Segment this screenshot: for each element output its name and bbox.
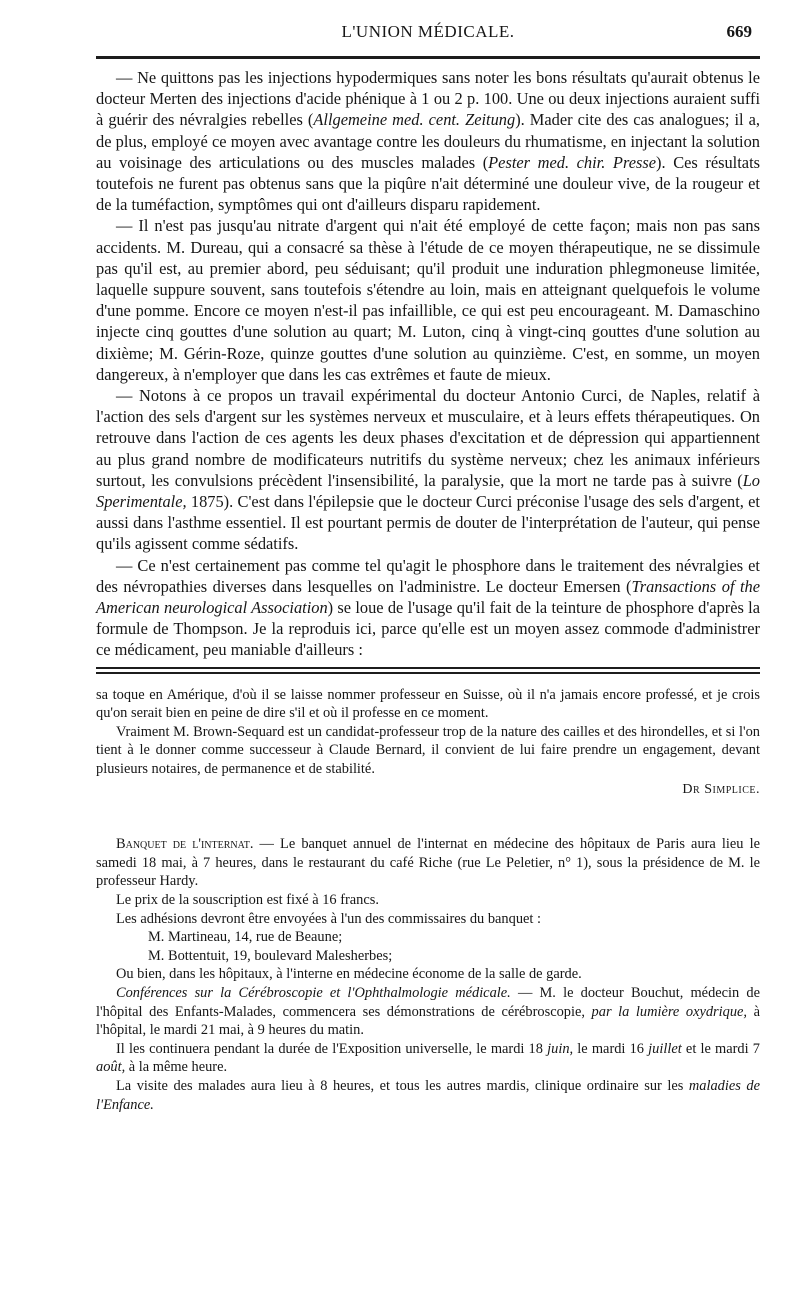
paragraph-silver-nitrate: — Il n'est pas jusqu'au nitrate d'argent qui n'ait été employé de cette façon; mais non pas sans accidents. M. Dureau, qui a consacré sa thèse à l'étude de ce moyen thérapeutique, ne se dissimule pas qu'il est, au premier abord, peu séduisant; qu'il produit une induration phlegmoneuse limitée, laquelle suppure souvent, sans toutefois s'étendre au loin, mais en atteignant quelquefois le volume d'une pomme. Encore ce moyen n'est-il pas infaillible, ce qui est peu encourageant. M. Damaschino injecte cinq gouttes d'une solution au quart; M. Luton, cinq à vingt-cinq gouttes d'une solution au dixième; M. Gérin-Roze, quinze gouttes d'une solution au quinzième. C'est, en somme, un moyen dangereux, à n'employer que dans les cas extrêmes et faute de mieux. (96, 216, 760, 384)
paragraph-curci: — Notons à ce propos un travail expérimental du docteur Antonio Curci, de Naples, relatif à l'action des sels d'argent sur les systèmes nerveux et musculaire, et à leurs effets thérapeutiques. On retrouve dans l'action de ces agents les deux phases d'excitation et de dépression qui appartiennent au plus grand nombre de modificateurs nutritifs du système nerveux; chez les animaux inférieurs surtout, les convulsions précèdent l'insensibilité, la paralysie, que la mort ne tarde pas à suivre (Lo Sperimentale, 1875). C'est dans l'épilepsie que le docteur Curci préconise l'usage des sels d'argent, et aussi dans l'asthme essentiel. Il est pourtant permis de douter de l'interprétation de l'auteur, qui pense qu'ils agissent comme sédatifs. (96, 386, 760, 554)
signature: Dr Simplice. (682, 781, 760, 797)
feuilleton-separator (96, 667, 760, 674)
header-rule (96, 56, 760, 59)
paragraph-phenic-acid: — Ne quittons pas les injections hypodermiques sans noter les bons résultats qu'aurait obtenus le docteur Merten des injections d'acide phénique à 1 ou 2 p. 100. Une ou deux injections auraient suffi à guérir des névralgies rebelles (Allgemeine med. cent. Zeitung). Mader cite des cas analogues; il a, de plus, employé ce moyen avec avantage contre les douleurs du rhumatisme, en injectant la solution au voisinage des articulations ou des muscles malades (Pester med. chir. Presse). Ces résultats toutefois ne furent pas obtenus sans que la piqûre n'ait déterminé une douleur vive, de la rougeur et de la tuméfaction, symptômes qui ont d'ailleurs disparu rapidement. (96, 68, 760, 215)
feuilleton-paragraph: sa toque en Amérique, d'où il se laisse nommer professeur en Suisse, où il n'a jamais encore professé, et je crois qu'on serait bien en peine de dire s'il et où il professe en ce moment. (96, 686, 760, 722)
notice-conferences: Conférences sur la Cérébroscopie et l'Ophthalmologie médicale. — M. le docteur Bouchut, médecin de l'hôpital des Enfants-Malades, commencera ses démonstrations de cérébroscopie, par la lumière oxydrique, à l'hôpital, le mardi 21 mai, à 9 heures du matin. (96, 985, 760, 1039)
running-header (96, 22, 760, 50)
feuilleton-paragraph: Vraiment M. Brown-Sequard est un candidat-professeur trop de la nature des cailles et des hirondelles, et si l'on tient à le donner comme successeur à Claude Bernard, il convient de lui faire prendre un engagement, devant plusieurs notaires, de permanence et de stabilité. (96, 723, 760, 778)
notice-continuation: Il les continuera pendant la durée de l'Exposition universelle, le mardi 18 juin, le mardi 16 juillet et le mardi 7 août, à la même heure. (96, 1040, 760, 1076)
notice-adhesions: Les adhésions devront être envoyées à l'un des commissaires du banquet : (116, 910, 542, 927)
paragraph-phosphorus: — Ce n'est certainement pas comme tel qu'agit le phosphore dans le traitement des névralgies et des névropathies diverses dans lesquelles on l'administre. Le docteur Emersen (Transactions of the American neurological Association) se loue de l'usage qu'il fait de la teinture de phosphore d'après la formule de Thompson. Je la reproduis ici, parce qu'elle est un moyen assez commode d'administrer ce médicament, peu maniable d'ailleurs : (96, 555, 760, 660)
notice-visit: La visite des malades aura lieu à 8 heures, et tous les autres mardis, clinique ordinaire sur les maladies de l'Enfance. (96, 1077, 760, 1113)
section-gap (96, 799, 760, 835)
notice-address: M. Martineau, 14, rue de Beaune; (148, 929, 343, 946)
notice-banquet: Banquet de l'internat. — Le banquet annuel de l'internat en médecine des hôpitaux de Paris aura lieu le samedi 18 mai, à 7 heures, dans le restaurant du café Riche (rue Le Peletier, n° 1), sous la présidence de M. le professeur Hardy. (96, 836, 760, 890)
journal-title: L'UNION MÉDICALE. (341, 22, 515, 41)
notice-price: Le prix de la souscription est fixé à 16 francs. (116, 892, 379, 909)
notice-or-else: Ou bien, dans les hôpitaux, à l'interne en médecine économe de la salle de garde. (116, 966, 582, 983)
feuilleton (96, 686, 760, 800)
page-number: 669 (726, 22, 752, 41)
notices (96, 835, 760, 1114)
main-article (96, 67, 760, 661)
notice-address: M. Bottentuit, 19, boulevard Malesherbes; (148, 947, 393, 964)
